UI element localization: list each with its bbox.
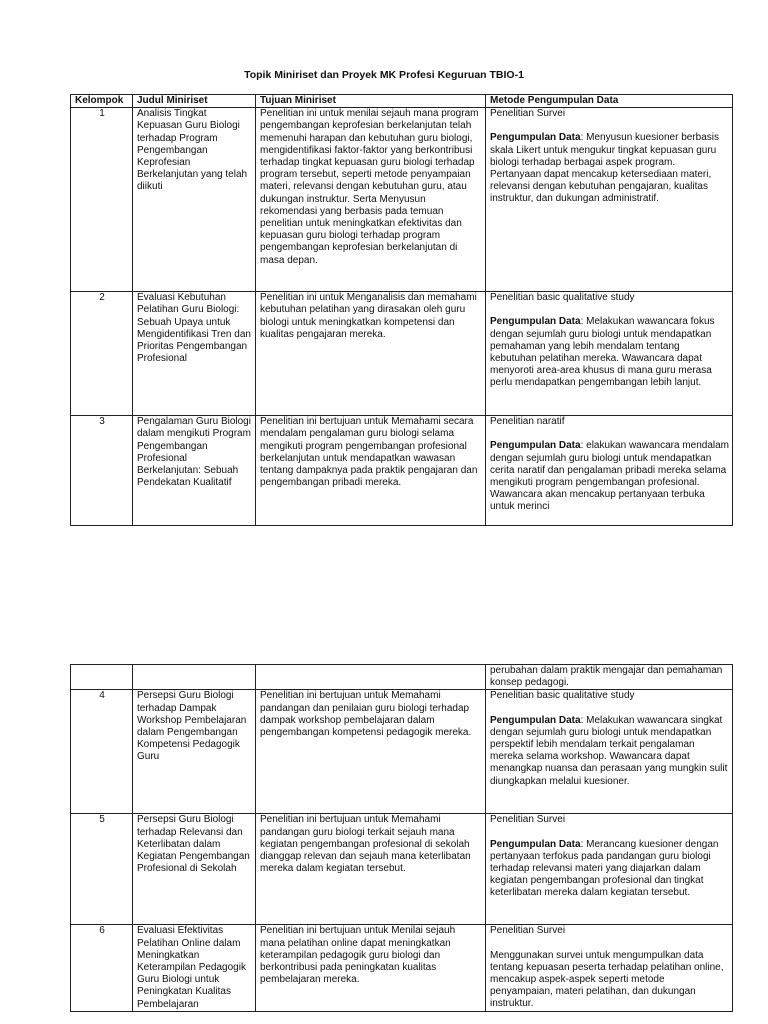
cell-kelompok: 2 xyxy=(71,292,133,416)
miniriset-table xyxy=(70,94,733,526)
metode-label: Pengumpulan Data xyxy=(490,440,581,452)
cell-tujuan: Penelitian ini untuk menilai sejauh mana program pengembangan keprofesian berkelanjutan telah memenuhi harapan dan kebutuhan guru biologi, mengidentifikasi faktor-faktor yang berkontribusi terhadap tingkat kepuasan guru biologi terhadap program tersebut, seperti metode penyampaian materi, relevansi dengan kebutuhan guru, atau dukungan instruktur. Serta Menyusun rekomendasi yang berbasis pada temuan penelitian untuk meningkatkan efektivitas dan kepuasan guru biologi terhadap program pengembangan keprofesian berkelanjutan di masa depan. xyxy=(256,108,486,292)
header-tujuan: Tujuan Miniriset xyxy=(256,95,486,108)
document-title: Topik Miniriset dan Proyek MK Profesi Keguruan TBIO-1 xyxy=(244,69,524,81)
metode-text: : Melakukan wawancara singkat dengan sejumlah guru biologi untuk mendapatkan perspektif lebih mendalam terkait pengalaman mereka selama workshop. Wawancara dapat menangkap nuansa dan perasaan yang mungkin sulit diungkapkan melalui kuesioner. xyxy=(490,714,728,787)
table-header-row xyxy=(71,95,733,108)
cell-judul: Evaluasi Kebutuhan Pelatihan Guru Biologi: Sebuah Upaya untuk Mengidentifikasi Tren dan Prioritas Pengembangan Profesional xyxy=(133,292,256,416)
metode-text: : Menyusun kuesioner berbasis skala Likert untuk mengukur tingkat kepuasan guru biologi terhadap berbagai aspek program. Pertanyaan dapat mencakup ketersediaan materi, relevansi dengan kebutuhan pengajaran, kualitas instruktur, dan dukungan administratif. xyxy=(490,132,719,205)
cell-metode xyxy=(486,292,733,416)
cell-tujuan: Penelitian ini bertujuan untuk Memahami secara mendalam pengalaman guru biologi selama mengikuti program pengembangan profesional berkelanjutan untuk mendapatkan wawasan tentang dampaknya pada praktik pengajaran dan pengembangan pribadi mereka. xyxy=(256,416,486,526)
metode-detail xyxy=(490,440,729,513)
cell-metode xyxy=(486,925,733,1011)
cell-metode xyxy=(486,416,733,526)
cell-tujuan: Penelitian ini bertujuan untuk Memahami pandangan guru biologi terkait sejauh mana kegiatan pengembangan profesional di sekolah dianggap relevan dan sejauh mana keterlibatan mereka dalam kegiatan tersebut. xyxy=(256,814,486,925)
metode-text: : Melakukan wawancara fokus dengan sejumlah guru biologi untuk mendapatkan pemahaman yang lebih mendalam tentang kebutuhan pelatihan mereka. Wawancara dapat menyoroti area-area khusus di mana guru merasa perlu mendapatkan pengembangan lebih lanjut. xyxy=(490,316,715,389)
table-row-continuation xyxy=(71,665,733,690)
table-row xyxy=(71,925,733,1011)
cell-empty xyxy=(71,665,133,690)
cell-tujuan: Penelitian ini untuk Menganalisis dan memahami kebutuhan pelatihan yang dirasakan oleh guru biologi untuk meningkatkan kompetensi dan kualitas pengajaran mereka. xyxy=(256,292,486,416)
metode-type: Penelitian Survei xyxy=(490,814,566,826)
cell-empty xyxy=(256,665,486,690)
table-row xyxy=(71,108,733,292)
table-row xyxy=(71,416,733,526)
metode-detail xyxy=(490,715,729,788)
cell-judul: Persepsi Guru Biologi terhadap Relevansi dan Keterlibatan dalam Kegiatan Pengembangan Profesional di Sekolah xyxy=(133,814,256,925)
cell-metode xyxy=(486,108,733,292)
cell-kelompok: 6 xyxy=(71,925,133,1011)
cell-metode xyxy=(486,814,733,925)
metode-type: Penelitian naratif xyxy=(490,416,565,428)
cell-kelompok: 4 xyxy=(71,690,133,814)
table-row xyxy=(71,690,733,814)
metode-label: Pengumpulan Data xyxy=(490,132,581,144)
metode-type: Penelitian Survei xyxy=(490,925,566,937)
metode-detail xyxy=(490,950,729,1011)
metode-label: Pengumpulan Data xyxy=(490,316,581,328)
header-metode: Metode Pengumpulan Data xyxy=(486,95,733,108)
header-kelompok: Kelompok xyxy=(71,95,133,108)
table-row xyxy=(71,292,733,416)
cell-metode xyxy=(486,690,733,814)
metode-type: Penelitian basic qualitative study xyxy=(490,292,635,304)
metode-text: : elakukan wawancara mendalam dengan sejumlah guru biologi untuk mendapatkan cerita naratif dan pengalaman pribadi mereka selama mengikuti program pengembangan profesional. Wawancara akan mencakup pertanyaan terbuka untuk merinci xyxy=(490,440,729,513)
cell-kelompok: 1 xyxy=(71,108,133,292)
metode-type: Penelitian Survei xyxy=(490,108,566,120)
metode-label: Pengumpulan Data xyxy=(490,714,581,726)
cell-tujuan: Penelitian ini bertujuan untuk Memahami pandangan dan penilaian guru biologi terhadap dampak workshop pembelajaran dalam pengembangan kompetensi pedagogik mereka. xyxy=(256,690,486,814)
cell-judul: Analisis Tingkat Kepuasan Guru Biologi terhadap Program Pengembangan Keprofesian Berkelanjutan yang telah diikuti xyxy=(133,108,256,292)
cell-kelompok: 3 xyxy=(71,416,133,526)
cell-empty xyxy=(133,665,256,690)
metode-detail xyxy=(490,316,729,389)
metode-label: Pengumpulan Data xyxy=(490,838,581,850)
cell-tujuan: Penelitian ini bertujuan untuk Menilai sejauh mana pelatihan online dapat meningkatkan keterampilan pedagogik guru biologi dan berkontribusi pada peningkatan kualitas pembelajaran mereka. xyxy=(256,925,486,1011)
cell-judul: Persepsi Guru Biologi terhadap Dampak Workshop Pembelajaran dalam Pengembangan Kompetensi Pedagogik Guru xyxy=(133,690,256,814)
cell-kelompok: 5 xyxy=(71,814,133,925)
cell-judul: Evaluasi Efektivitas Pelatihan Online dalam Meningkatkan Keterampilan Pedagogik Guru Biologi untuk Peningkatan Kualitas Pembelajaran xyxy=(133,925,256,1011)
metode-type: Penelitian basic qualitative study xyxy=(490,690,635,702)
metode-text: : Merancang kuesioner dengan pertanyaan terfokus pada pandangan guru biologi terhadap relevansi materi yang diajarkan dalam kegiatan pengembangan profesional dan tingkat keterlibatan mereka dalam kegiatan tersebut. xyxy=(490,838,719,899)
miniriset-table-continued xyxy=(70,664,733,1012)
metode-detail xyxy=(490,132,729,205)
metode-detail xyxy=(490,839,729,900)
table-row xyxy=(71,814,733,925)
metode-text: Menggunakan survei untuk mengumpulkan data tentang kepuasan peserta terhadap pelatihan online, mencakup aspek-aspek seperti metode penyampaian, materi pelatihan, dan dukungan instruktur. xyxy=(490,949,724,1010)
cell-metode-continuation: perubahan dalam praktik mengajar dan pemahaman konsep pedagogi. xyxy=(486,665,733,690)
cell-judul: Pengalaman Guru Biologi dalam mengikuti Program Pengembangan Profesional Berkelanjutan: Sebuah Pendekatan Kualitatif xyxy=(133,416,256,526)
header-judul: Judul Miniriset xyxy=(133,95,256,108)
